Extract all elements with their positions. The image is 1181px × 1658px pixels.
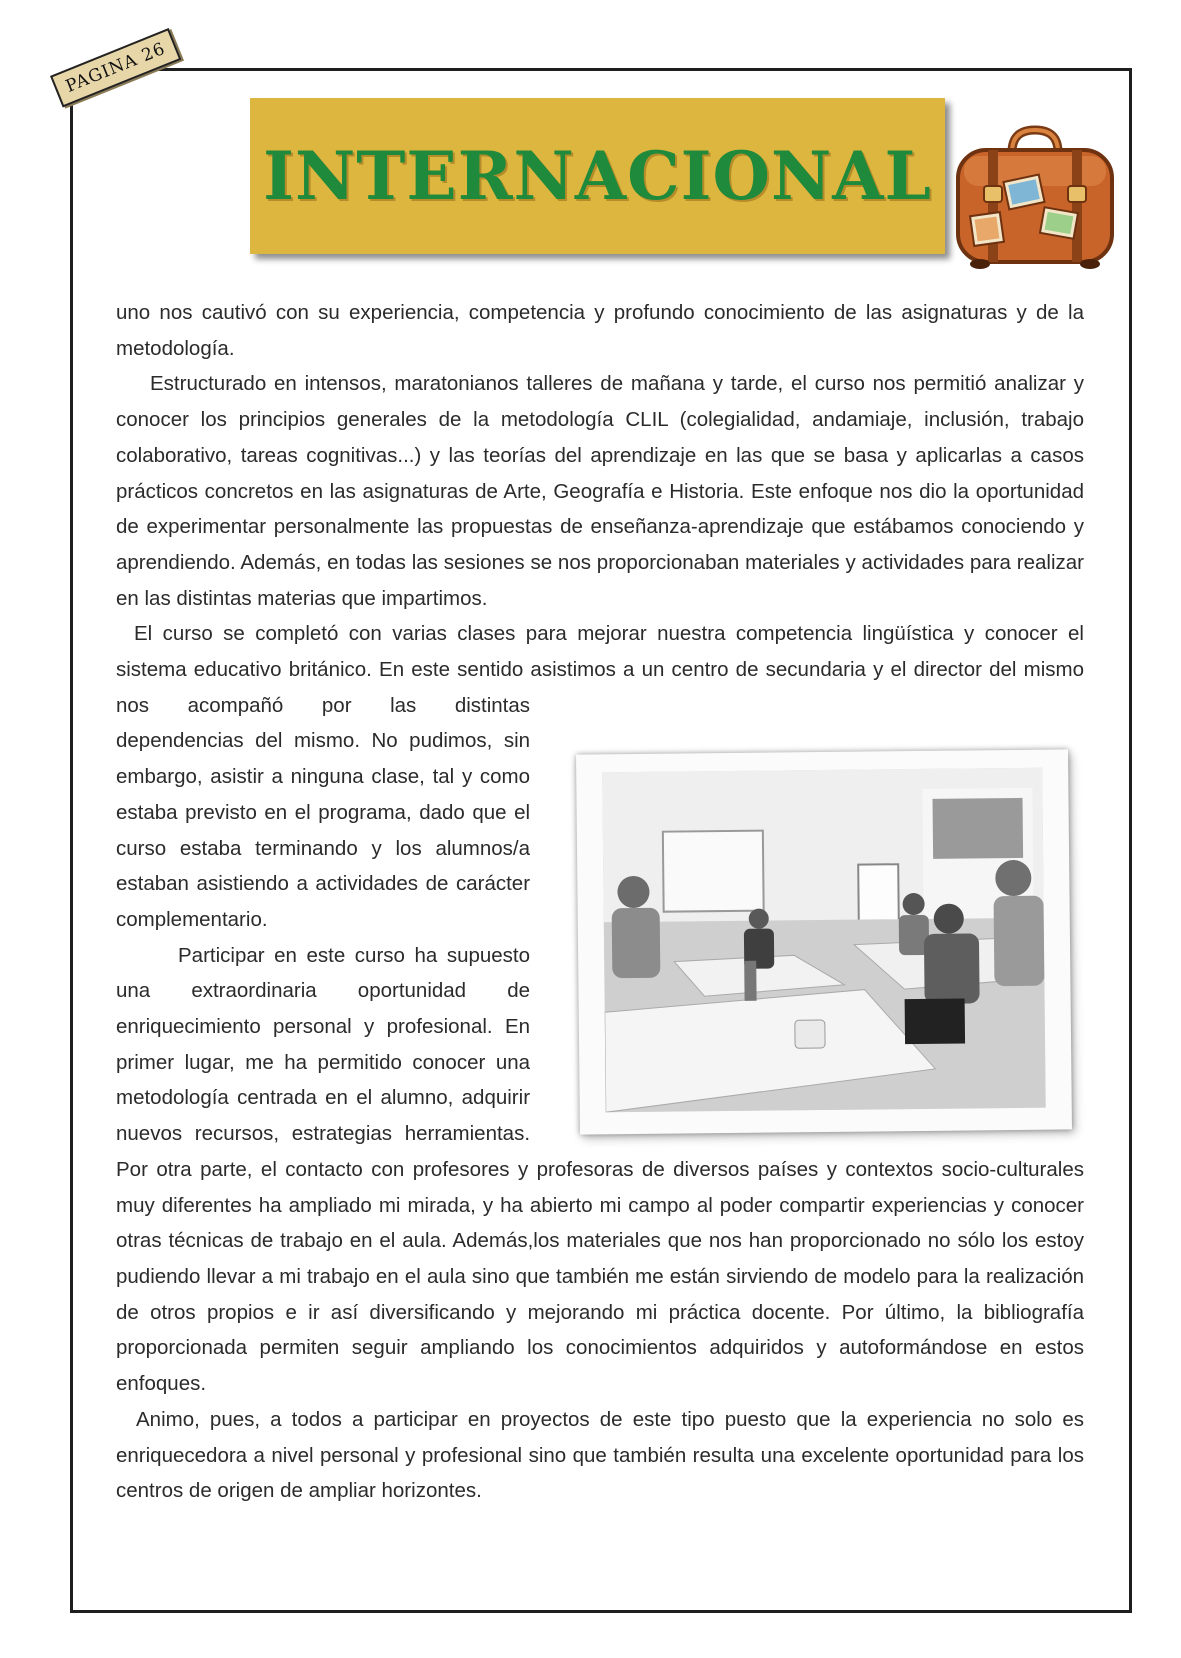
article-body (116, 295, 1084, 1509)
photo-wrap-area (530, 694, 1084, 1121)
paragraph-4: Participar en este curso ha supuesto una extraordinaria oportunidad de enriquecimiento personal y profesional. En primer lugar, me ha permitido conocer una metodología centrada en el alumno, adquirir nuevos recursos, estrategias herramientas. Por otra parte, el contacto con profesores y profesoras de diversos países y contextos socio-culturales muy diferentes ha ampliado mi mirada, y ha abierto mi campo al poder compartir experiencias y conocer otras técnicas de trabajo en el aula. Además,los materiales que nos han proporcionado no sólo los estoy pudiendo llevar a mi trabajo en el aula sino que también me están sirviendo de modelo para la realización de otros propios e ir así diversificando y mejorando mi práctica docente. Por último, la bibliografía proporcionada permiten seguir ampliando los conocimientos adquiridos y autoformándose en estos enfoques. (116, 943, 1084, 1396)
section-title: INTERNACIONAL (263, 137, 932, 215)
paragraph-1: uno nos cautivó con su experiencia, competencia y profundo conocimiento de las asignaturas y de la metodología. (116, 301, 1084, 360)
section-banner (250, 98, 945, 254)
paragraph-2: Estructurado en intensos, maratonianos talleres de mañana y tarde, el curso nos permitió analizar y conocer los principios generales de la metodología CLIL (colegialidad, andamiaje, inclusión, trabajo colaborativo, tareas cognitivas...) y las teorías del aprendizaje en las que se basa y aplicarlas a casos prácticos concretos en las asignaturas de Arte, Geografía e Historia. Este enfoque nos dio la oportunidad de experimentar personalmente las propuestas de enseñanza-aprendizaje que estábamos conociendo y aprendiendo. Además, en todas las sesiones se nos proporcionaban materiales y actividades para realizar en las distintas materias que impartimos. (116, 372, 1084, 610)
paragraph-5: Animo, pues, a todos a participar en proyectos de este tipo puesto que la experiencia no solo es enriquecedora a nivel personal y profesional sino que también resulta una excelente oportunidad para los centros de origen de ampliar horizontes. (116, 1407, 1084, 1503)
paragraph-3-text: El curso se completó con varias clases para mejorar nuestra competencia lingüística y conocer el sistema educativo británico. En este sentido asistimos a un centro de secundaria y el director del mismo nos acompañó por las distintas dependencias del mismo. No pudimos, sin embargo, asistir a ninguna clase, tal y como estaba previsto en el programa, dado que el curso estaba terminando y los alumnos/a estaban asistiendo a actividades de carácter complementario. (116, 622, 1084, 931)
suitcase-icon (950, 118, 1120, 278)
page-number-tag: PAGINA 26 (50, 28, 181, 107)
